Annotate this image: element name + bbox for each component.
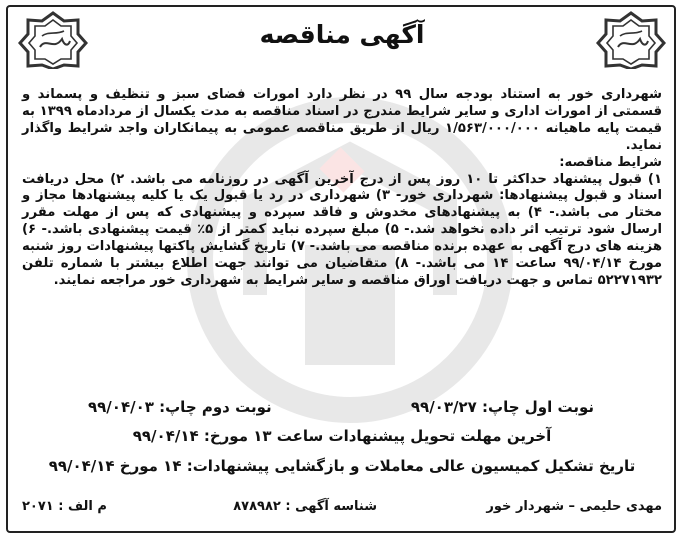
first-print-date: نوبت اول چاپ: ۹۹/۰۳/۲۷: [410, 398, 594, 416]
ad-identifier: شناسه آگهی : ۸۷۸۹۸۲: [233, 499, 377, 514]
notice-intro: شهرداری خور به استناد بودجه سال ۹۹ در نظر دارد امورات فضای سبز و تنظیف و پسماند و قسمتی از امورات اداری و سایر شرایط مندرج در اسناد مناقصه به مدت یکسال از مردادماه ۱۳۹۹ به قیمت پایه ماهیانه ۱/۵۶۳/۰۰۰/۰۰۰ ریال از طریق مناقصه عمومی به پیمانکاران واجد شرایط واگذار نماید.: [22, 87, 663, 153]
conditions-text: ۱) قبول پیشنهاد حداکثر تا ۱۰ روز پس از درج آخرین آگهی در روزنامه می باشد. ۲) محل دریافت اسناد و قبول پیشنهادها: شهرداری خور- ۳) شهرداری در رد یا قبول یک یا کلیه پیشنهادها مجاز و مختار می باشد.- ۴) به پیشنهادهای مخدوش و فاقد سپرده و پیشنهادی که پس از مهلت مقرر ارسال شود ترتیب اثر داده نخواهد شد.- ۵) مبلغ سپرده نباید کمتر از ۵٪ قیمت پیشنهادی باشد.- ۶) هزینه های درج آگهی به عهده برنده مناقصه می باشد.- ۷) تاریخ گشایش پاکتها پیشنهادات روز شنبه مورخ ۹۹/۰۴/۱۴ ساعت ۱۴ می باشد.- ۸) متقاضیان می توانند جهت اطلاع بیشتر با شماره تلفن ۵۲۲۷۱۹۳۲ تماس و جهت دریافت اوراق مناقصه و سایر شرایط به شهرداری خور مراجعه نمایند.: [22, 171, 662, 288]
signature: مهدی حلیمی – شهردار خور: [486, 499, 662, 514]
notice-footer: [22, 499, 662, 521]
commission-date: تاریخ تشکیل کمیسیون عالی معاملات و بازگشایی پیشنهادات: ۱۴ مورخ ۹۹/۰۴/۱۴: [48, 457, 636, 475]
reference-code: م الف : ۲۰۷۱: [22, 499, 107, 514]
notice-title: آگهی مناقصه: [259, 20, 425, 49]
submission-deadline: آخرین مهلت تحویل پیشنهادات ساعت ۱۳ مورخ: ۹۹/۰۴/۱۴: [132, 427, 552, 445]
second-print-date: نوبت دوم چاپ: ۹۹/۰۴/۰۳: [88, 398, 272, 416]
conditions-heading: شرایط مناقصه:: [559, 154, 662, 170]
notice-body: [22, 87, 662, 290]
